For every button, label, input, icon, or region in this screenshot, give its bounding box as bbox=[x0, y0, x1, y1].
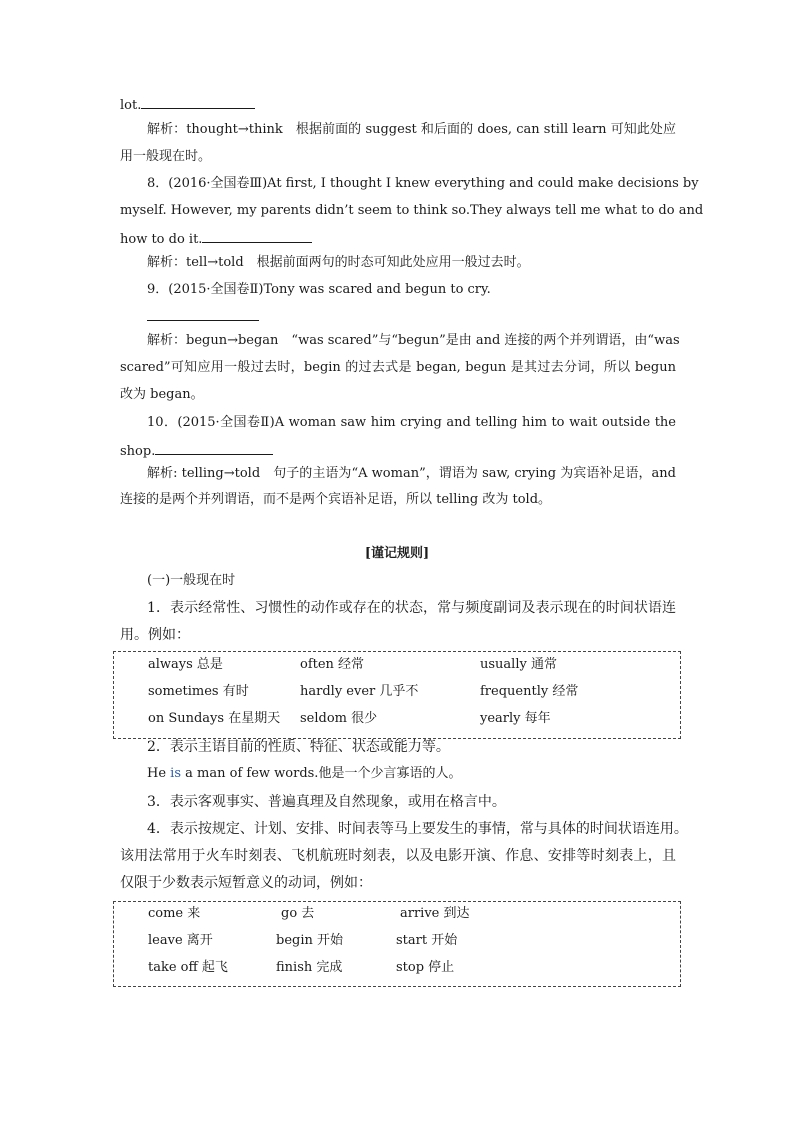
box1-cell: yearly 每年 bbox=[480, 711, 551, 726]
box2-cell: go 去 bbox=[281, 906, 315, 921]
answer-blank bbox=[202, 228, 312, 243]
question-8-text: how to do it. bbox=[120, 232, 203, 247]
rule-3: 3．表示客观事实、普遍真理及自然现象，或用在格言中。 bbox=[147, 794, 506, 810]
box1-cell: on Sundays 在星期天 bbox=[148, 711, 281, 726]
box2-cell: take off 起飞 bbox=[148, 960, 228, 975]
question-8-line1: 8．(2016·全国卷Ⅲ)At first, I thought I knew everything and could make decisions by bbox=[147, 176, 699, 191]
box1-cell: frequently 经常 bbox=[480, 684, 579, 699]
section-title: [谨记规则] bbox=[364, 546, 430, 561]
question-10-line1: 10．(2015·全国卷Ⅱ)A woman saw him crying and telling him to wait outside the bbox=[147, 415, 676, 430]
text-lot: lot. bbox=[120, 98, 142, 113]
question-10-text: shop. bbox=[120, 444, 156, 459]
answer-blank bbox=[147, 306, 259, 321]
question-9-blank-line bbox=[147, 306, 676, 328]
question-9: 9．(2015·全国卷Ⅱ)Tony was scared and begun to cry. bbox=[147, 282, 491, 297]
rule-4-line3: 仅限于少数表示短暂意义的动词，例如： bbox=[120, 875, 372, 891]
short-verbs-box bbox=[113, 901, 681, 987]
box1-cell: hardly ever 几乎不 bbox=[300, 684, 419, 699]
answer-blank bbox=[155, 440, 273, 455]
analysis-9-line2: scared”可知应用一般过去时，begin 的过去式是 began, begun 是其过去分词，所以 begun bbox=[120, 360, 676, 375]
box2-cell: stop 停止 bbox=[396, 960, 455, 975]
box1-cell: seldom 很少 bbox=[300, 711, 378, 726]
analysis-9-line1: 解析：begun→began “was scared”与“begun”是由 and 连接的两个并列谓语，由“was bbox=[147, 333, 680, 348]
highlighted-verb: is bbox=[170, 766, 182, 781]
frequency-adverbs-box bbox=[113, 651, 681, 739]
box2-cell: start 开始 bbox=[396, 933, 458, 948]
box2-cell: finish 完成 bbox=[276, 960, 343, 975]
example-text-post: a man of few words.他是一个少言寡语的人。 bbox=[181, 766, 462, 781]
analysis-8: 解析：tell→told 根据前面两句的时态可知此处应用一般过去时。 bbox=[147, 255, 530, 270]
analysis-10-line1: 解析: telling→told 句子的主语为“A woman”，谓语为 saw, crying 为宾语补足语，and bbox=[147, 466, 676, 481]
question-10-line2 bbox=[120, 440, 676, 462]
answer-blank bbox=[141, 94, 255, 109]
box2-cell: leave 离开 bbox=[148, 933, 213, 948]
analysis-10-line2: 连接的是两个并列谓语，而不是两个宾语补足语，所以 telling 改为 told。 bbox=[120, 492, 552, 507]
question-8-line3 bbox=[120, 228, 676, 250]
question-8-line2: myself. However, my parents didn’t seem to think so.They always tell me what to do and bbox=[120, 203, 704, 218]
rule-4-line2: 该用法常用于火车时刻表、飞机航班时刻表，以及电影开演、作息、安排等时刻表上，且 bbox=[120, 848, 676, 864]
analysis-7-line1: 解析：thought→think 根据前面的 suggest 和后面的 does, can still learn 可知此处应 bbox=[147, 122, 676, 137]
example-text-pre: He bbox=[147, 766, 171, 781]
rule-1-line2: 用。例如： bbox=[120, 627, 190, 643]
box1-cell: often 经常 bbox=[300, 657, 365, 672]
analysis-9-line3: 改为 began。 bbox=[120, 387, 204, 402]
box1-cell: usually 通常 bbox=[480, 657, 557, 672]
box2-cell: arrive 到达 bbox=[400, 906, 470, 921]
rule-heading: (一)一般现在时 bbox=[147, 573, 236, 588]
box2-cell: begin 开始 bbox=[276, 933, 343, 948]
rule-1-line1: 1．表示经常性、习惯性的动作或存在的状态，常与频度副词及表示现在的时间状语连 bbox=[147, 600, 676, 616]
rule-2: 2．表示主语目前的性质、特征、状态或能力等。 bbox=[147, 739, 450, 755]
box2-cell: come 来 bbox=[148, 906, 201, 921]
box1-cell: always 总是 bbox=[148, 657, 223, 672]
box1-cell: sometimes 有时 bbox=[148, 684, 249, 699]
analysis-7-line2: 用一般现在时。 bbox=[120, 149, 212, 164]
rule-4-line1: 4．表示按规定、计划、安排、时间表等马上要发生的事情，常与具体的时间状语连用。 bbox=[147, 821, 688, 837]
rule-2-example bbox=[147, 764, 676, 784]
answer-line-7 bbox=[120, 94, 676, 116]
